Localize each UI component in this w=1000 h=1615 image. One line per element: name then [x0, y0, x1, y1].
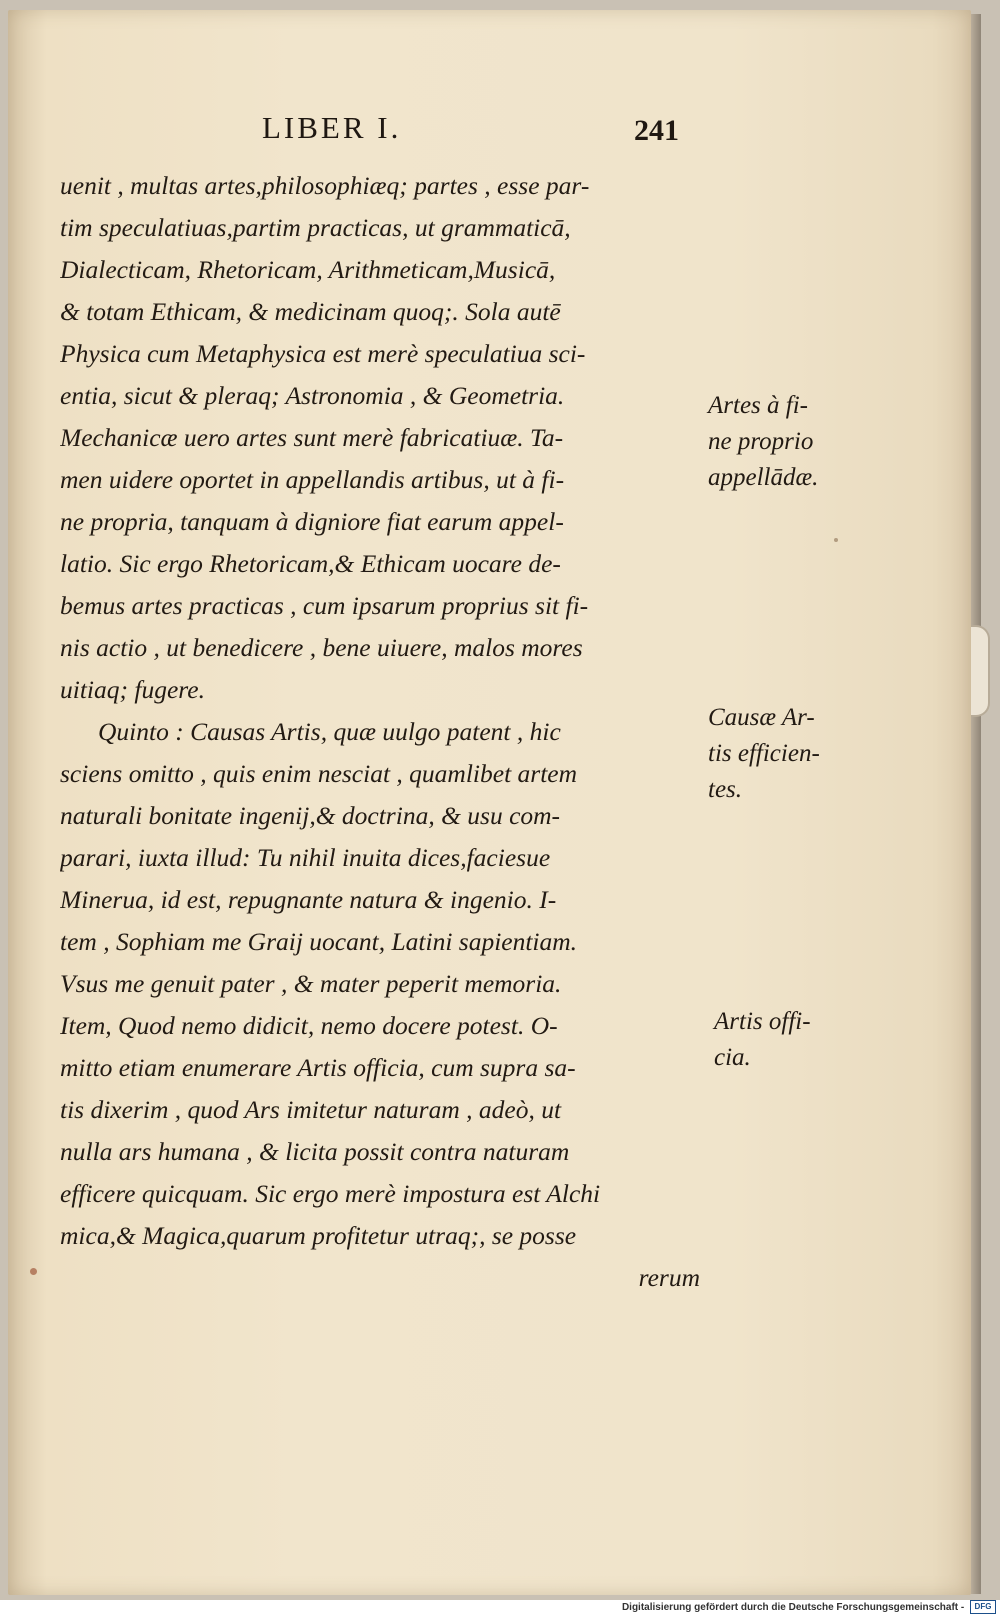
text-line: Item, Quod nemo didicit, nemo docere potest. O-: [60, 1011, 558, 1040]
text-line: Quinto : Causas Artis, quæ uulgo patent , hic: [98, 717, 561, 746]
text-line: uitiaq; fugere.: [60, 675, 205, 704]
text-line: bemus artes practicas , cum ipsarum proprius sit fi-: [60, 591, 589, 620]
margin-note-line: ne proprio: [708, 428, 814, 455]
catchword: rerum: [638, 1263, 700, 1292]
margin-note-artes: [708, 388, 888, 496]
running-head: LIBER I.: [262, 110, 402, 145]
page-edge: [971, 14, 981, 1594]
dfg-logo-icon: DFG: [970, 1600, 996, 1614]
margin-note-line: tis efficien-: [708, 740, 820, 767]
funding-credit: Digitalisierung gefördert durch die Deutsche Forschungsgemeinschaft -: [621, 1602, 965, 1613]
text-line: tim speculatiuas,partim practicas, ut grammaticā,: [60, 213, 571, 242]
margin-note-officia: [714, 1004, 894, 1076]
margin-note-line: Artes à fi-: [708, 392, 808, 419]
text-line: & totam Ethicam, & medicinam quoq;. Sola autē: [60, 297, 561, 326]
text-line: naturali bonitate ingenij,& doctrina, & usu com-: [60, 801, 561, 830]
text-line: Minerua, id est, repugnante natura & ingenio. I-: [60, 885, 557, 914]
text-line: mitto etiam enumerare Artis officia, cum supra sa-: [60, 1053, 576, 1082]
text-line: parari, iuxta illud: Tu nihil inuita dices,faciesue: [60, 843, 551, 872]
text-line: tem , Sophiam me Graij uocant, Latini sapientiam.: [60, 927, 578, 956]
text-line: men uidere oportet in appellandis artibus, ut à fi-: [60, 465, 565, 494]
text-line: Dialecticam, Rhetoricam, Arithmeticam,Musicā,: [60, 255, 556, 284]
text-line: ne propria, tanquam à digniore fiat earum appel-: [60, 507, 564, 536]
text-line: nis actio , ut benedicere , bene uiuere, malos mores: [60, 633, 583, 662]
ink-speck: [834, 538, 838, 542]
margin-note-line: Causæ Ar-: [708, 704, 815, 731]
text-line: uenit , multas artes,philosophiæq; partes , esse par-: [60, 171, 590, 200]
digitization-footer: [0, 1600, 1000, 1615]
ink-speck: [30, 1268, 37, 1275]
text-line: Vsus me genuit pater , & mater peperit memoria.: [60, 969, 562, 998]
text-line: mica,& Magica,quarum profitetur utraq;, se posse: [60, 1221, 577, 1250]
text-line: sciens omitto , quis enim nesciat , quamlibet artem: [60, 759, 578, 788]
margin-note-line: cia.: [714, 1044, 751, 1071]
text-line: nulla ars humana , & licita possit contra naturam: [60, 1137, 570, 1166]
text-line: tis dixerim , quod Ars imitetur naturam , adeò, ut: [60, 1095, 562, 1124]
text-line: latio. Sic ergo Rhetoricam,& Ethicam uocare de-: [60, 549, 561, 578]
text-line: Mechanicæ uero artes sunt merè fabricatiuæ. Ta-: [60, 423, 564, 452]
text-line: efficere quicquam. Sic ergo merè impostura est Alchi: [60, 1179, 601, 1208]
margin-note-line: Artis offi-: [714, 1008, 811, 1035]
text-line: Physica cum Metaphysica est merè speculatiua sci-: [60, 339, 586, 368]
text-line: entia, sicut & pleraq; Astronomia , & Geometria.: [60, 381, 565, 410]
page-number: 241: [634, 114, 679, 147]
margin-note-line: tes.: [708, 776, 743, 803]
margin-note-causae: [708, 700, 888, 808]
margin-note-line: appellādæ.: [708, 464, 819, 491]
main-text-block: [60, 165, 700, 1299]
